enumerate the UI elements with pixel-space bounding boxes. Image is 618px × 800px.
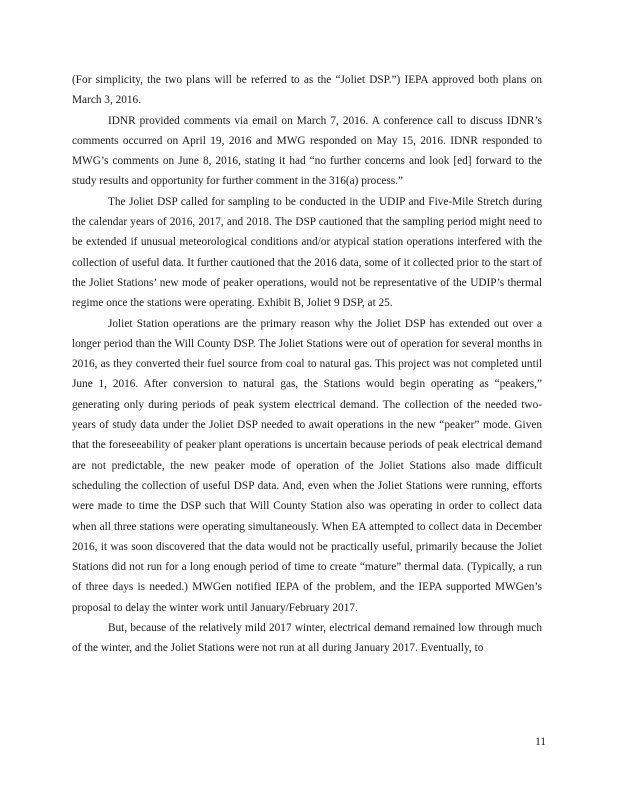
paragraph-2: IDNR provided comments via email on March 7, 2016. A conference call to discuss IDNR’s comments occurred on April 19, 2016 and MWG responded on May 15, 2016. IDNR responded to MWG’s comments on June 8, 2016, stating it had “no further concerns and look [ed] forward to the study results and opportunity for further comment in the 316(a) process.”	[72, 114, 542, 188]
paragraph-3: The Joliet DSP called for sampling to be conducted in the UDIP and Five-Mile Stretch during the calendar years of 2016, 2017, and 2018. The DSP cautioned that the sampling period might need to be extended if unusual meteorological conditions and/or atypical station operations interfered with the collection of useful data. It further cautioned that the 2016 data, some of it collected prior to the start of the Joliet Stations’ new mode of peaker operations, would not be representative of the UDIP’s thermal regime once the stations were operating. Exhibit B, Joliet 9 DSP, at 25.	[72, 195, 542, 310]
page-number: 11	[535, 736, 546, 748]
body-text	[72, 70, 542, 659]
paragraph-5: But, because of the relatively mild 2017 winter, electrical demand remained low through much of the winter, and the Joliet Stations were not run at all during January 2017. Eventually, to	[72, 622, 542, 655]
paragraph-4: Joliet Station operations are the primary reason why the Joliet DSP has extended out over a longer period than the Will County DSP. The Joliet Stations were out of operation for several months in 2016, as they converted their fuel source from coal to natural gas. This project was not completed until June 1, 2016. After conversion to natural gas, the Stations would begin operating as “peakers,” generating only during periods of peak system electrical demand. The collection of the needed two-years of study data under the Joliet DSP needed to await operations in the new “peaker” mode. Given that the foreseeability of peaker plant operations is uncertain because periods of peak electrical demand are not predictable, the new peaker mode of operation of the Joliet Stations also made difficult scheduling the collection of useful DSP data. And, even when the Joliet Stations were running, efforts were made to time the DSP such that Will County Station also was operating in order to collect data when all three stations were operating simultaneously. When EA attempted to collect data in December 2016, it was soon discovered that the data would not be practically useful, primarily because the Joliet Stations did not run for a long enough period of time to create “mature” thermal data. (Typically, a run of three days is needed.) MWGen notified IEPA of the problem, and the IEPA supported MWGen’s proposal to delay the winter work until January/February 2017.	[72, 317, 542, 614]
paragraph-1: (For simplicity, the two plans will be referred to as the “Joliet DSP.”) IEPA approved both plans on March 3, 2016.	[72, 74, 542, 107]
